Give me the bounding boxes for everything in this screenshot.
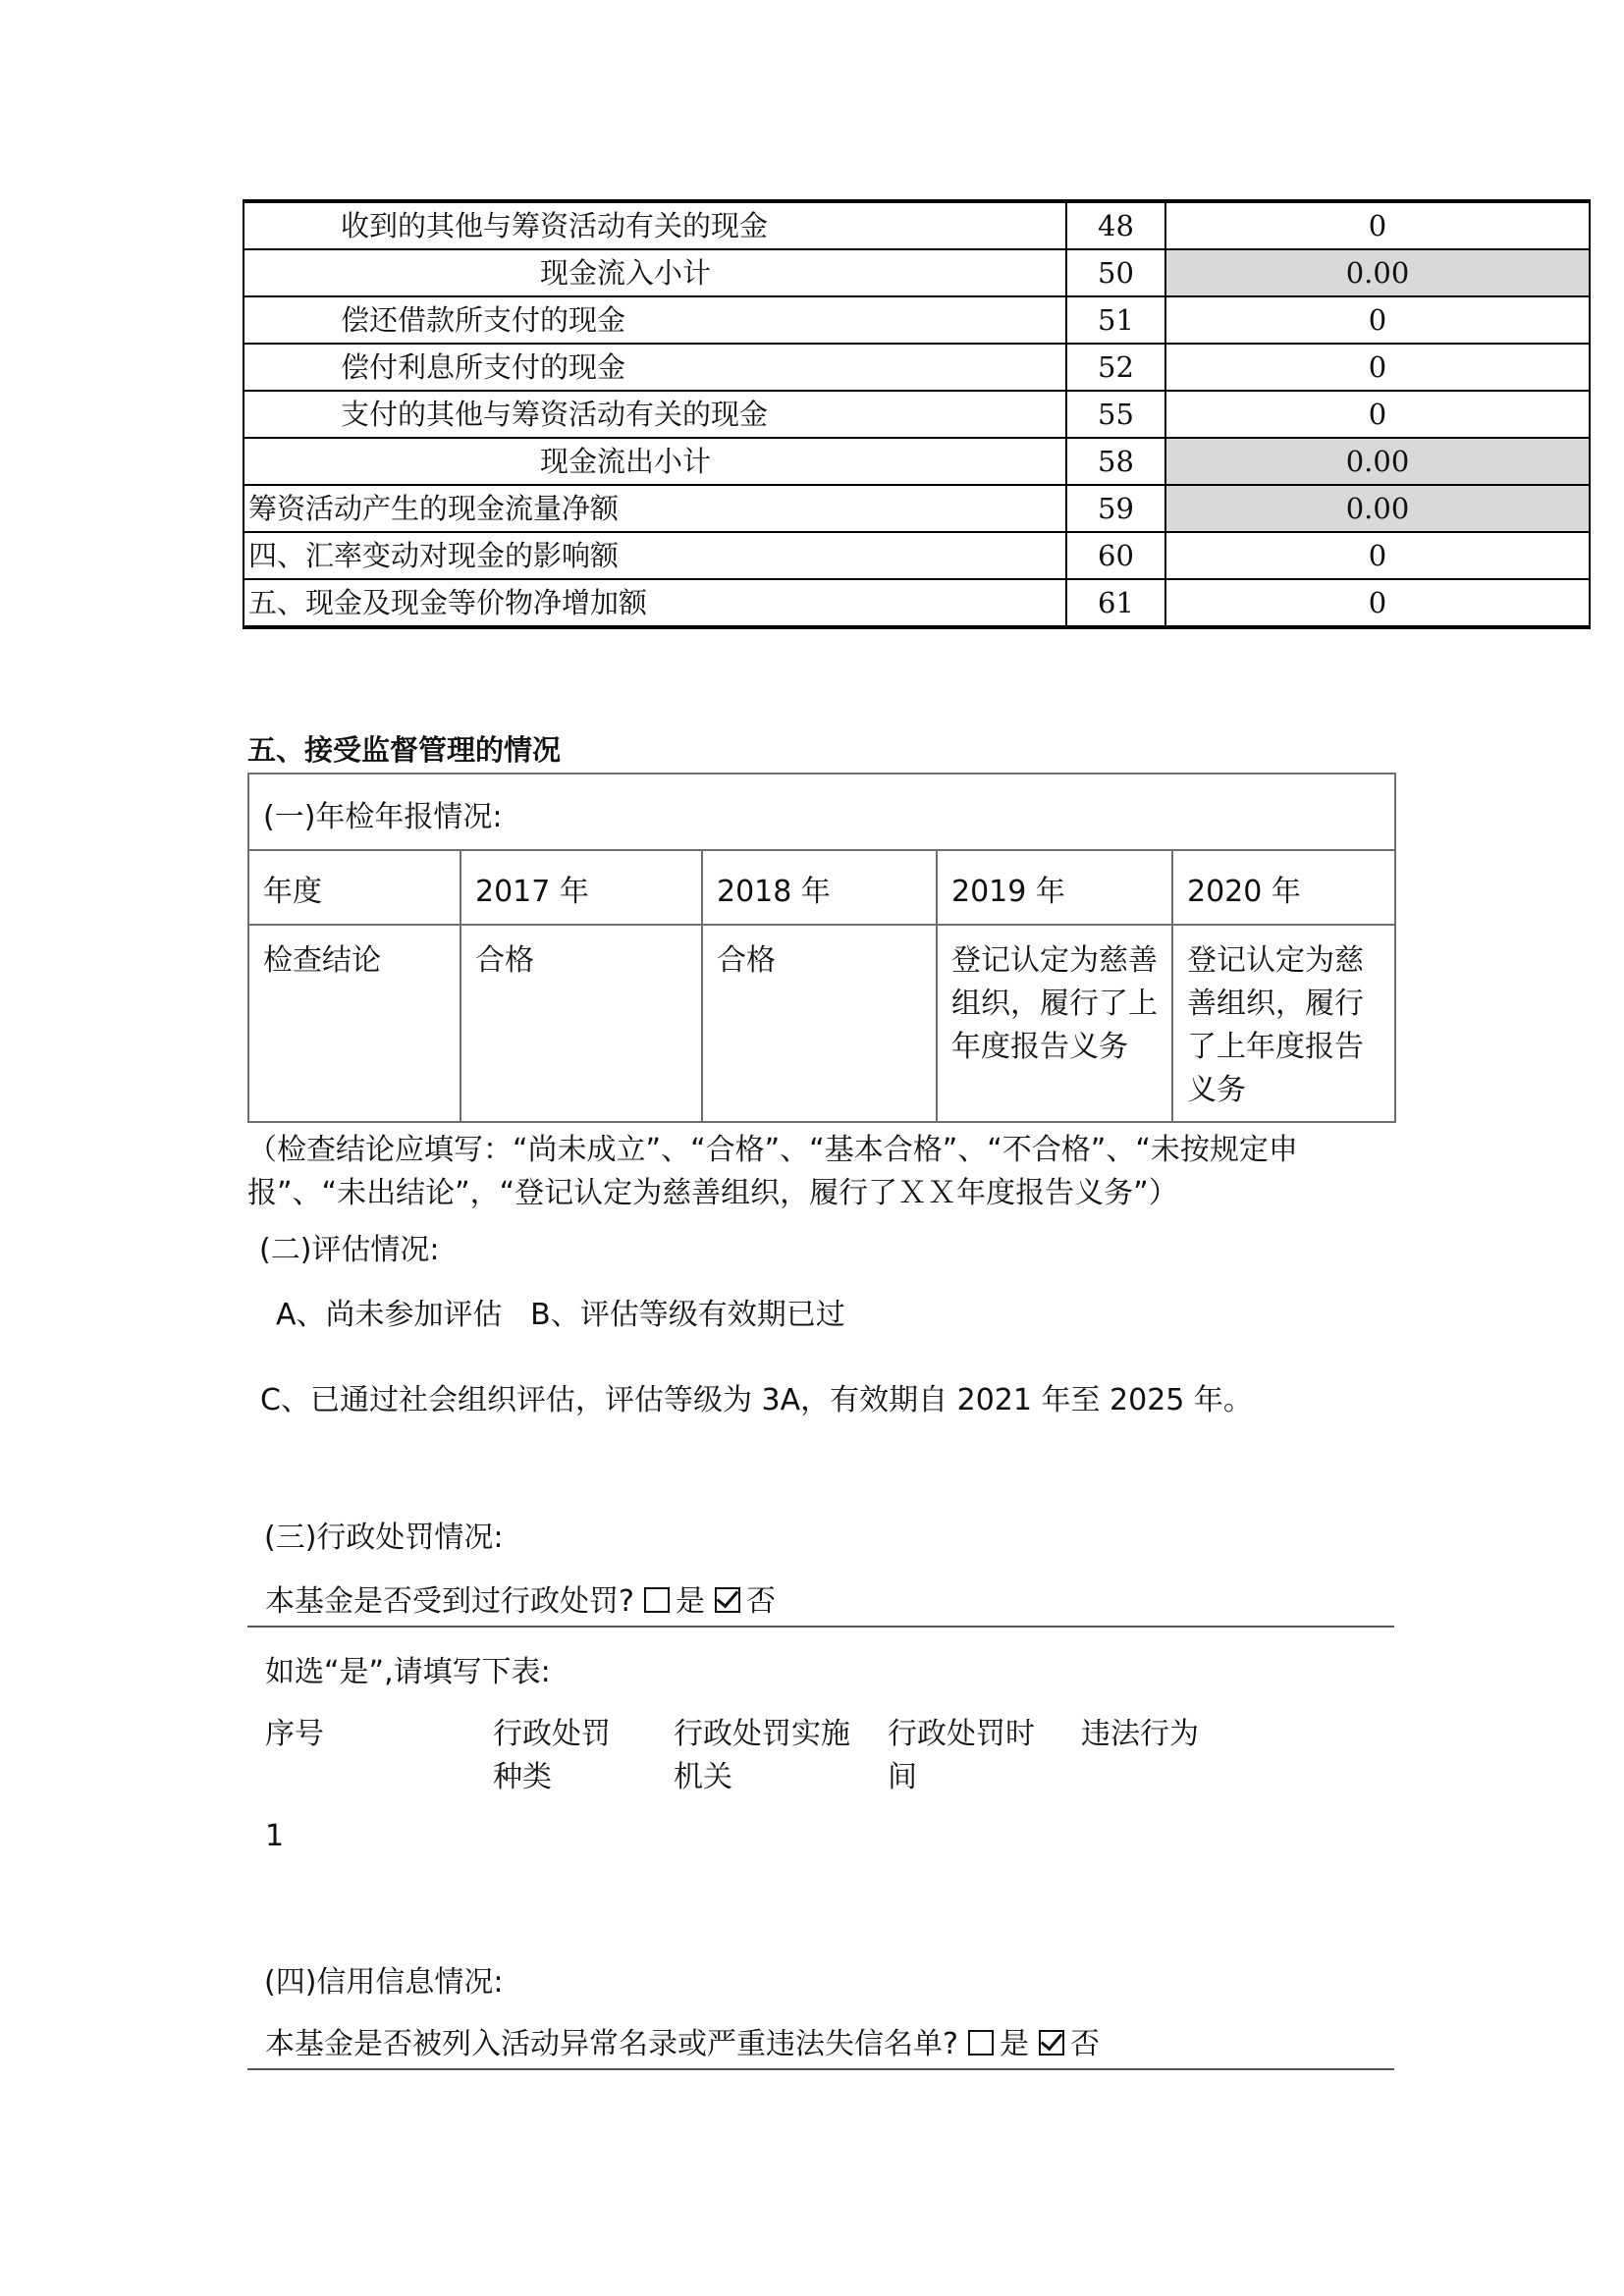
penalty-question-line [265,1580,776,1624]
evaluation-heading: (二)评估情况: [259,1233,440,1267]
penalty-col-authority: 行政处罚实施机关 [674,1717,850,1794]
section-title: 五、接受监督管理的情况 [247,733,562,767]
table-row [244,532,1590,579]
row-label: 偿付利息所支付的现金 [244,344,1066,391]
penalty-fill-hint: 如选“是”,请填写下表: [265,1655,551,1689]
year-cell: 2018 年 [702,850,937,925]
year-cell: 2017 年 [460,850,702,925]
table-row [244,249,1590,296]
row-line-number: 58 [1066,438,1165,485]
table-row [248,925,1395,1122]
penalty-no-checkbox[interactable] [715,1587,740,1613]
year-cell: 2019 年 [937,850,1172,925]
row-label: 支付的其他与筹资活动有关的现金 [244,391,1066,438]
penalty-col-type: 行政处罚种类 [493,1717,611,1794]
row-amount: 0.00 [1165,249,1590,296]
year-cell: 2020 年 [1172,850,1395,925]
row-line-number: 55 [1066,391,1165,438]
credit-question-line [265,2023,1100,2066]
row-amount: 0 [1165,532,1590,579]
penalty-col-violation: 违法行为 [1081,1717,1199,1751]
credit-heading: (四)信用信息情况: [264,1965,504,2000]
penalty-yes-label: 是 [675,1584,705,1619]
table-row [244,201,1590,249]
row-label: 四、汇率变动对现金的影响额 [244,532,1066,579]
row-label: 偿还借款所支付的现金 [244,296,1066,344]
row-amount: 0 [1165,296,1590,344]
cash-flow-table [243,199,1591,629]
credit-yes-label: 是 [999,2027,1029,2061]
row-amount: 0 [1165,201,1590,249]
row-line-number: 61 [1066,579,1165,627]
row-amount: 0.00 [1165,438,1590,485]
annual-caption: (一)年检年报情况: [248,774,1395,850]
divider [247,2068,1394,2070]
row-amount: 0 [1165,579,1590,627]
table-row [244,579,1590,627]
evaluation-option-c: C、已通过社会组织评估，评估等级为 3A，有效期自 2021 年至 2025 年。 [260,1383,1253,1417]
row-label: 收到的其他与筹资活动有关的现金 [244,201,1066,249]
result-cell: 合格 [460,925,702,1122]
penalty-yes-checkbox[interactable] [644,1587,670,1613]
table-row [248,850,1395,925]
row-label: 现金流出小计 [244,438,1066,485]
inspection-note: （检查结论应填写：“尚未成立”、“合格”、“基本合格”、“不合格”、“未按规定申报”、“未出结论”，“登记认定为慈善组织，履行了ＸＸ年度报告义务”） [247,1133,1298,1210]
table-row [244,485,1590,532]
row-amount: 0 [1165,391,1590,438]
table-row [244,391,1590,438]
result-cell: 登记认定为慈善组织，履行了上年度报告义务 [937,925,1172,1122]
penalty-question: 本基金是否受到过行政处罚? [265,1584,634,1619]
table-row [248,774,1395,850]
divider [247,1626,1394,1628]
annual-inspection-table [247,773,1396,1123]
credit-question: 本基金是否被列入活动异常名录或严重违法失信名单? [265,2027,958,2061]
table-row [244,344,1590,391]
row-label: 筹资活动产生的现金流量净额 [244,485,1066,532]
evaluation-option-a: A、尚未参加评估 [276,1298,503,1332]
row-label: 五、现金及现金等价物净增加额 [244,579,1066,627]
table-row [244,296,1590,344]
row-amount: 0.00 [1165,485,1590,532]
penalty-heading: (三)行政处罚情况: [264,1521,504,1555]
credit-no-checkbox[interactable] [1039,2030,1064,2056]
year-header: 年度 [248,850,460,925]
result-cell: 登记认定为慈善组织，履行了上年度报告义务 [1172,925,1395,1122]
result-cell: 合格 [702,925,937,1122]
row-line-number: 51 [1066,296,1165,344]
row-line-number: 60 [1066,532,1165,579]
result-header: 检查结论 [248,925,460,1122]
table-row [244,438,1590,485]
row-label: 现金流入小计 [244,249,1066,296]
credit-no-label: 否 [1069,2027,1100,2061]
credit-yes-checkbox[interactable] [968,2030,994,2056]
penalty-col-time: 行政处罚时间 [888,1717,1035,1794]
row-line-number: 50 [1066,249,1165,296]
row-line-number: 48 [1066,201,1165,249]
penalty-row-index: 1 [265,1819,285,1853]
evaluation-option-b: B、评估等级有效期已过 [530,1298,845,1332]
row-amount: 0 [1165,344,1590,391]
penalty-no-label: 否 [745,1584,776,1619]
evaluation-options-ab [276,1294,845,1337]
row-line-number: 59 [1066,485,1165,532]
row-line-number: 52 [1066,344,1165,391]
penalty-col-index: 序号 [265,1717,324,1751]
